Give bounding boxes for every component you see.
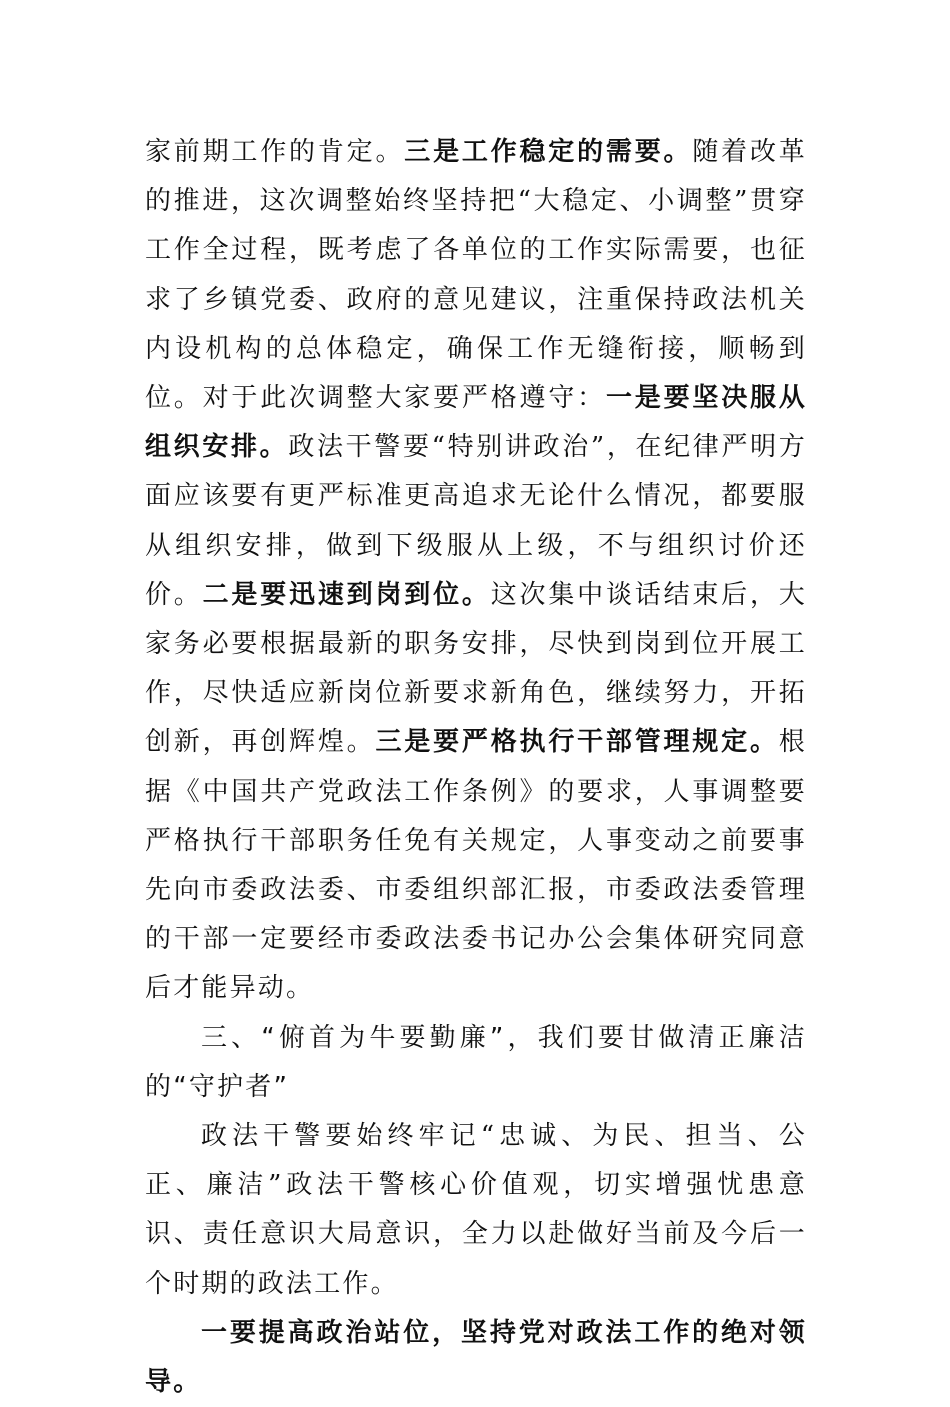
text-run: 政法干警要“特别讲政治”，在纪律严明方面应该要有更严标准更高追求无论什么情况，都要服从组织安排，做到下级服从上级，不与组织讨价还价。 (145, 432, 807, 610)
text-run: 根据《中国共产党政法工作条例》的要求，人事调整要严格执行干部职务任免有关规定，人事变动之前要事先向市委政法委、市委组织部汇报，市委政法委管理的干部一定要经市委政法委书记办公会集体研究同意后才能异动。 (145, 727, 807, 1004)
bold-point-regulations: 三是要严格执行干部管理规定。 (375, 727, 779, 758)
bold-point-obey: 一是要坚决服从组织安排。 (145, 383, 808, 463)
bold-point-stability: 三是工作稳定的需要。 (404, 137, 693, 167)
text-run: 家前期工作的肯定。 (145, 137, 405, 167)
body-text (145, 128, 807, 1407)
paragraph-point-one: 一要提高政治站位，坚持党对政法工作的绝对领导。 (145, 1317, 807, 1398)
bold-point-report: 二是要迅速到岗到位。 (202, 579, 491, 610)
section-heading-three: 三、“俯首为牛要勤廉”，我们要甘做清正廉洁的“守护者” (145, 1022, 807, 1102)
text-run: 这次集中谈话结束后，大家务必要根据最新的职务安排，尽快到岗到位开展工作，尽快适应新岗位新要求新角色，继续努力，开拓创新，再创辉煌。 (145, 579, 807, 758)
paragraph-adjustment (145, 128, 807, 1014)
text-run: 随着改革的推进，这次调整始终坚持把“大稳定、小调整”贯穿工作全过程，既考虑了各单位的工作实际需要，也征求了乡镇党委、政府的意见建议，注重保持政法机关内设机构的总体稳定，确保工作无缝衔接，顺畅到位。对于此次调整大家要严格遵守： (145, 137, 807, 414)
paragraph-core-values: 政法干警要始终牢记“忠诚、为民、担当、公正、廉洁”政法干警核心价值观，切实增强忧患意识、责任意识大局意识，全力以赴做好当前及今后一个时期的政法工作。 (145, 1121, 807, 1299)
